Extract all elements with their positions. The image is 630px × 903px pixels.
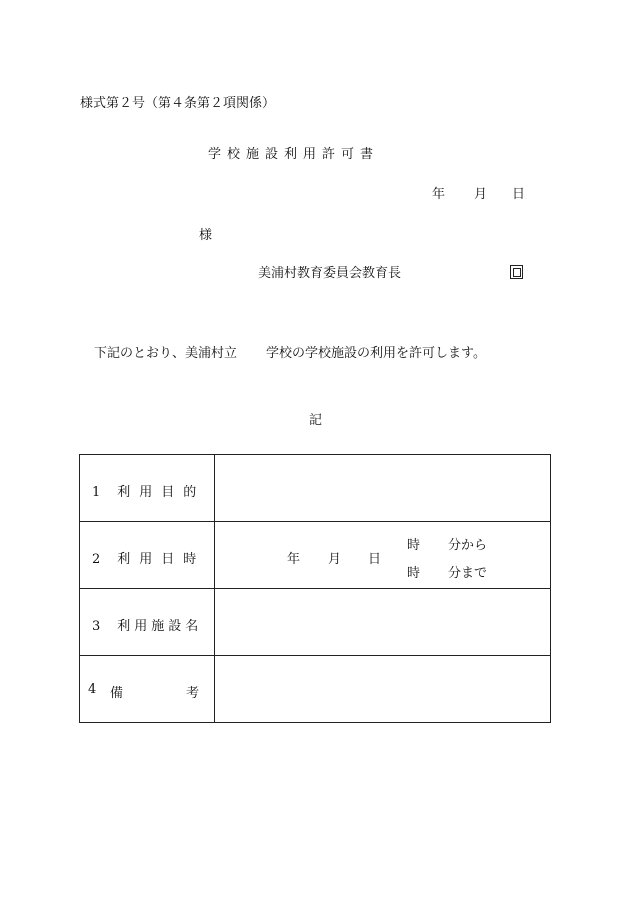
facility-value-cell[interactable] — [215, 589, 551, 656]
table-row-datetime — [80, 522, 551, 589]
details-table — [79, 454, 551, 723]
time-min-to: 分まで — [448, 566, 488, 581]
time-hour-to: 時 — [407, 566, 421, 581]
table-row-remarks — [80, 656, 551, 723]
purpose-label-cell — [80, 455, 215, 522]
time-min-from: 分から — [448, 538, 488, 553]
recipient-suffix: 様 — [199, 228, 213, 243]
remarks-label-cell — [80, 656, 215, 723]
row-number: 3 — [92, 619, 101, 634]
date-month: 月 — [474, 187, 488, 202]
document-title: 学校施設利用許可書 — [208, 147, 380, 162]
issuer-name: 美浦村教育委員会教育長 — [258, 266, 402, 281]
ki-heading: 記 — [309, 413, 323, 428]
datetime-month: 月 — [328, 552, 342, 567]
datetime-label: 利用日時 — [117, 552, 206, 567]
remarks-label-a: 備 — [110, 686, 124, 701]
body-text-part2: 学校の学校施設の利用を許可します。 — [266, 346, 486, 361]
seal-icon — [513, 268, 521, 277]
seal-stamp — [510, 265, 523, 279]
row-number: 4 — [88, 682, 97, 697]
datetime-label-cell — [80, 522, 215, 589]
remarks-value-cell[interactable] — [215, 656, 551, 723]
purpose-label: 利用目的 — [117, 485, 206, 500]
table-row-purpose — [80, 455, 551, 522]
form-number: 様式第２号（第４条第２項関係） — [80, 96, 276, 111]
time-hour-from: 時 — [407, 538, 421, 553]
row-number: 1 — [92, 485, 101, 500]
date-year: 年 — [432, 187, 446, 202]
datetime-day: 日 — [368, 552, 382, 567]
facility-label-cell — [80, 589, 215, 656]
body-text-part1: 下記のとおり、美浦村立 — [94, 346, 238, 361]
datetime-year: 年 — [287, 552, 301, 567]
facility-label: 利用施設名 — [117, 619, 203, 634]
purpose-value-cell[interactable] — [215, 455, 551, 522]
date-day: 日 — [512, 187, 526, 202]
remarks-label-b: 考 — [186, 686, 200, 701]
row-number: 2 — [92, 552, 101, 567]
datetime-value-cell[interactable] — [215, 522, 551, 589]
table-row-facility — [80, 589, 551, 656]
